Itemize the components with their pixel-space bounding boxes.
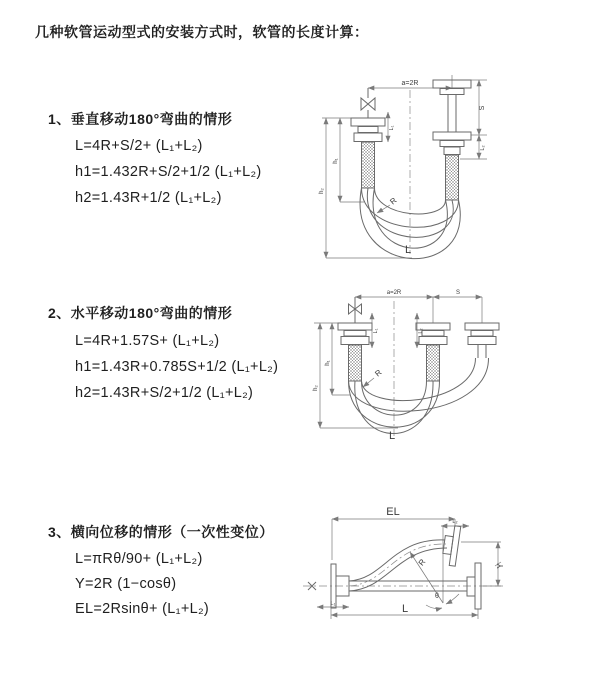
formula-h2-1: h2=1.43R+1/2 (L₁+L₂) bbox=[75, 190, 222, 206]
dim-label-a2r: a=2R bbox=[401, 80, 419, 87]
length-label: L bbox=[405, 244, 412, 256]
dimension-lines bbox=[317, 519, 501, 619]
hose-curves bbox=[349, 358, 489, 434]
formula-l-2: L=4R+1.57S+ (L₁+L₂) bbox=[75, 333, 220, 349]
dim-label-el: EL bbox=[386, 506, 400, 518]
dim-label-l1: L₁ bbox=[330, 601, 336, 607]
dim-label-l1: L₁ bbox=[373, 328, 379, 334]
valve-icon bbox=[361, 98, 375, 110]
section-3-heading: 3、横向位移的情形（一次性变位） bbox=[48, 524, 274, 540]
braid-section bbox=[362, 142, 375, 188]
flange-right-upper bbox=[441, 525, 460, 567]
formula-l-3: L=πRθ/90+ (L₁+L₂) bbox=[75, 551, 203, 567]
braid-section bbox=[349, 345, 362, 381]
formula-h2-2: h2=1.43R+S/2+1/2 (L₁+L₂) bbox=[75, 385, 254, 401]
formula-el-3: EL=2Rsinθ+ (L₁+L₂) bbox=[75, 601, 210, 617]
section-1-heading: 1、垂直移动180°弯曲的情形 bbox=[48, 111, 233, 127]
flange-plate bbox=[351, 118, 385, 126]
dimension-lines bbox=[314, 297, 482, 428]
dim-label-h1: h₁ bbox=[325, 360, 331, 366]
formula-y-3: Y=2R (1−cosθ) bbox=[75, 576, 177, 592]
dim-label-h1: h₁ bbox=[333, 158, 339, 164]
angle-label: θ bbox=[435, 593, 439, 600]
dim-label-l1: L₁ bbox=[389, 125, 395, 131]
dim-label-l2: L₂ bbox=[452, 519, 458, 525]
page-title: 几种软管运动型式的安装方式时，软管的长度计算： bbox=[35, 24, 369, 40]
dim-label-l2: L₂ bbox=[480, 145, 486, 151]
dim-label-l2: L₂ bbox=[418, 328, 424, 334]
hose-assembly bbox=[308, 525, 481, 609]
hose-assembly bbox=[338, 297, 499, 434]
diagram-horizontal-180-bend bbox=[300, 278, 600, 453]
braid-section bbox=[446, 155, 459, 200]
diagram-vertical-180-bend bbox=[300, 62, 600, 262]
formula-l-1: L=4R+S/2+ (L₁+L₂) bbox=[75, 138, 203, 154]
dimension-lines bbox=[322, 75, 487, 258]
diagram-lateral-displacement bbox=[295, 500, 600, 650]
dim-label-h2: h₂ bbox=[313, 385, 319, 391]
length-label: L bbox=[401, 603, 409, 615]
dim-label-y: Y bbox=[496, 563, 505, 569]
hose-assembly bbox=[351, 80, 471, 259]
flange-right bbox=[465, 323, 499, 358]
formula-h1-2: h1=1.43R+0.785S+1/2 (L₁+L₂) bbox=[75, 359, 279, 375]
braid-section bbox=[427, 345, 440, 381]
length-label: L bbox=[389, 430, 396, 442]
radius-label: R bbox=[388, 195, 399, 207]
radius-label: R bbox=[373, 367, 384, 379]
flange-left bbox=[338, 323, 372, 381]
dim-label-h2: h₂ bbox=[319, 188, 325, 194]
formula-h1-1: h1=1.432R+S/2+1/2 (L₁+L₂) bbox=[75, 164, 262, 180]
dim-label-s: S bbox=[455, 290, 461, 296]
radius-label: R bbox=[416, 557, 428, 568]
dim-label-s: S bbox=[479, 105, 486, 111]
dim-label-a2r: a=2R bbox=[386, 290, 402, 296]
section-2-heading: 2、水平移动180°弯曲的情形 bbox=[48, 305, 233, 321]
hose-curves bbox=[349, 540, 447, 591]
